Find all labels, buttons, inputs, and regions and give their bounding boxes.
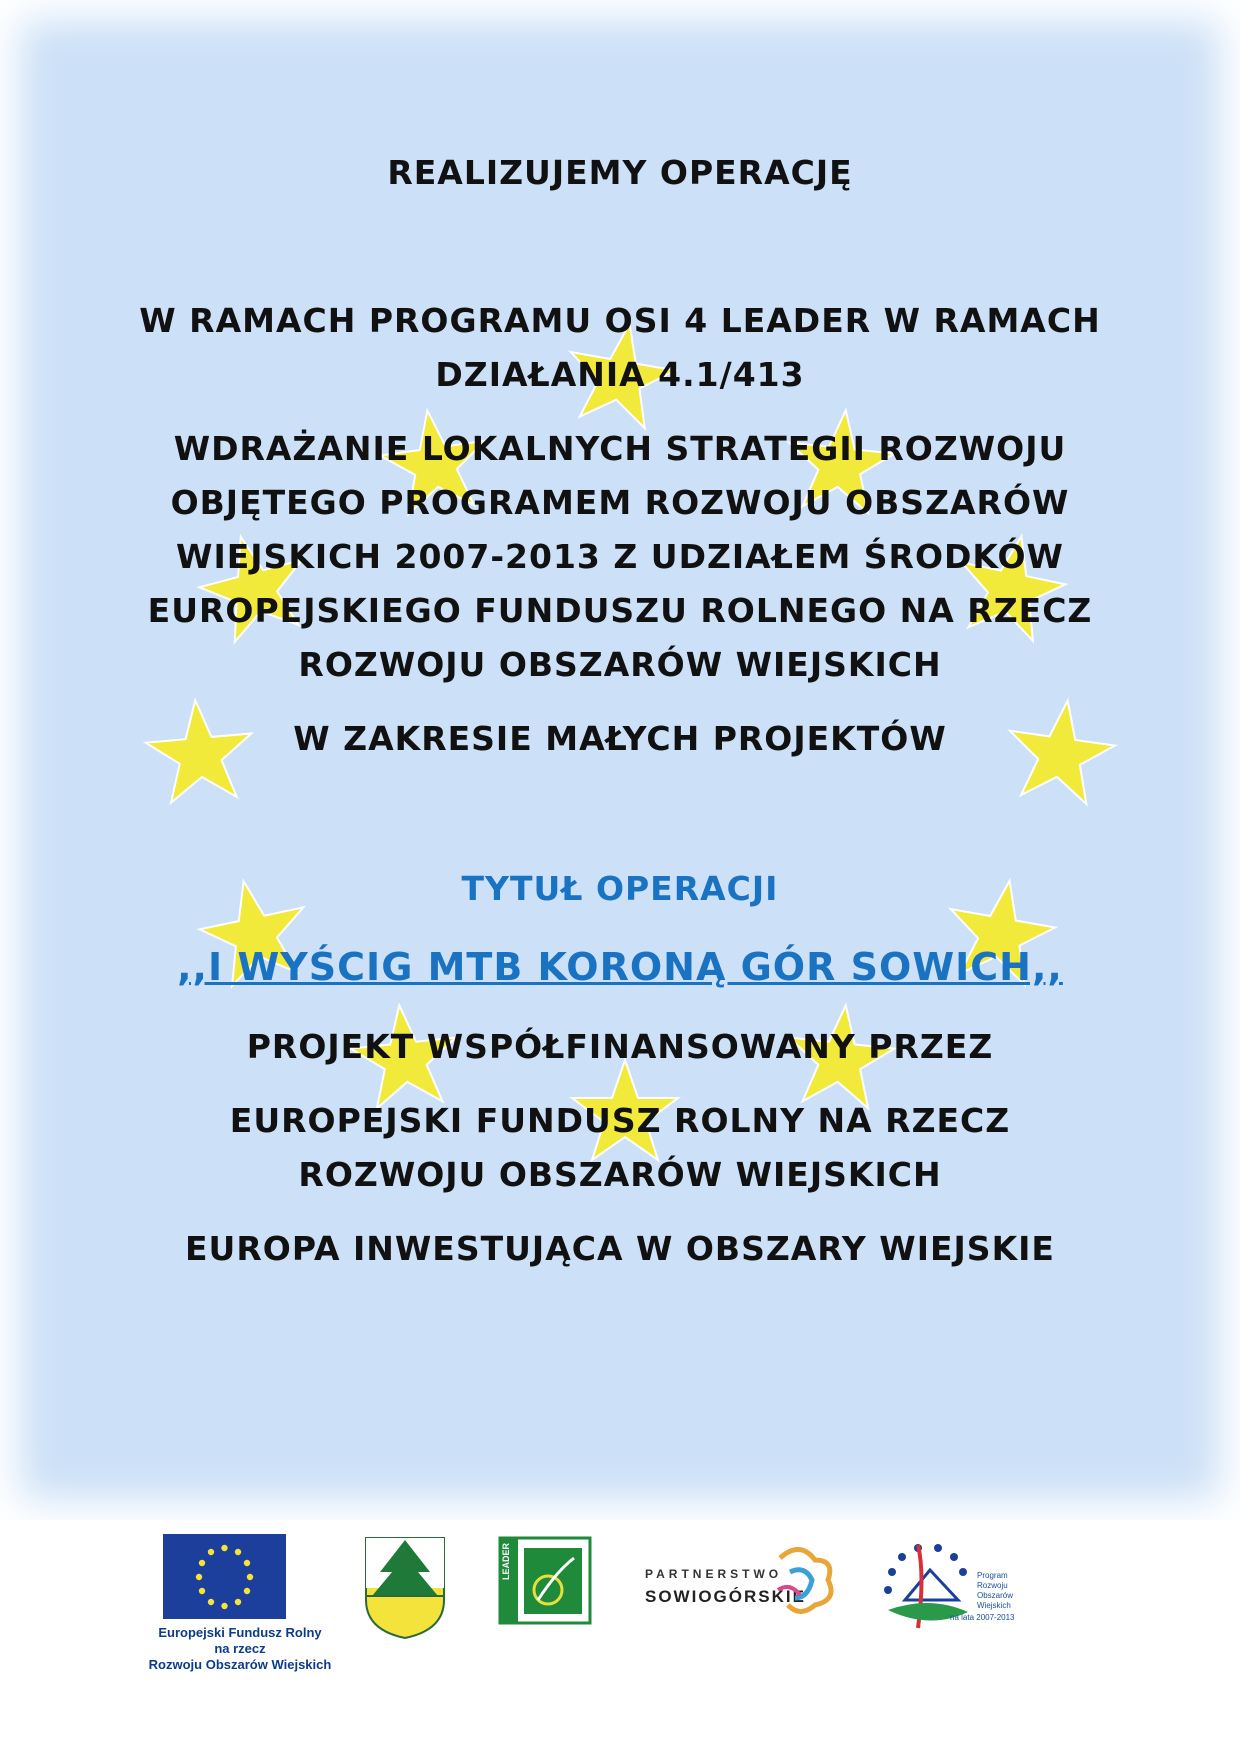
strategy-line-3: WIEJSKICH 2007-2013 Z UDZIAŁEM ŚRODKÓW bbox=[176, 537, 1064, 576]
eu-caption-line-3: Rozwoju Obszarów Wiejskich bbox=[148, 1657, 332, 1672]
leader-text: LEADER bbox=[501, 1542, 511, 1580]
prow-line-1: Program bbox=[977, 1571, 1008, 1580]
leader-logo bbox=[500, 1538, 590, 1623]
program-line-2: DZIAŁANIA 4.1/413 bbox=[435, 355, 805, 394]
prow-line-2: Rozwoju bbox=[977, 1581, 1008, 1590]
prow-line-5: na lata 2007-2013 bbox=[950, 1613, 1015, 1622]
coat-of-arms-logo bbox=[366, 1538, 444, 1638]
partnership-line-1: PARTNERSTWO bbox=[645, 1567, 783, 1581]
strategy-line-5: ROZWOJU OBSZARÓW WIEJSKICH bbox=[298, 645, 942, 684]
fund-line-1: EUROPEJSKI FUNDUSZ ROLNY NA RZECZ bbox=[229, 1101, 1011, 1140]
eu-caption-line-1: Europejski Fundusz Rolny bbox=[158, 1625, 322, 1640]
prow-line-3: Obszarów bbox=[977, 1591, 1014, 1600]
eu-flag-logo bbox=[163, 1534, 286, 1619]
eu-caption-line-2: na rzecz bbox=[214, 1641, 266, 1656]
title-label: TYTUŁ OPERACJI bbox=[461, 869, 779, 908]
operation-title-link[interactable]: ,,I WYŚCIG MTB KORONĄ GÓR SOWICH,, bbox=[177, 945, 1063, 989]
eu-caption bbox=[120, 1625, 360, 1673]
strategy-line-2: OBJĘTEGO PROGRAMEM ROZWOJU OBSZARÓW bbox=[170, 483, 1070, 522]
program-line-1: W RAMACH PROGRAMU OSI 4 LEADER W RAMACH bbox=[139, 301, 1101, 340]
prow-logo bbox=[884, 1544, 1015, 1628]
heading: REALIZUJEMY OPERACJĘ bbox=[387, 153, 853, 192]
fund-line-2: ROZWOJU OBSZARÓW WIEJSKICH bbox=[298, 1155, 942, 1194]
prow-line-4: Wiejskich bbox=[977, 1601, 1011, 1610]
partnerstwo-sowiogorskie-logo bbox=[645, 1549, 831, 1611]
cofinanced-line: PROJEKT WSPÓŁFINANSOWANY PRZEZ bbox=[246, 1027, 994, 1066]
strategy-line-4: EUROPEJSKIEGO FUNDUSZU ROLNEGO NA RZECZ bbox=[147, 591, 1093, 630]
strategy-line-1: WDRAŻANIE LOKALNYCH STRATEGII ROZWOJU bbox=[173, 429, 1067, 468]
partnership-line-2: SOWIOGÓRSKIE bbox=[645, 1587, 806, 1606]
scope-line: W ZAKRESIE MAŁYCH PROJEKTÓW bbox=[293, 719, 947, 758]
slogan: EUROPA INWESTUJĄCA W OBSZARY WIEJSKIE bbox=[185, 1229, 1055, 1268]
